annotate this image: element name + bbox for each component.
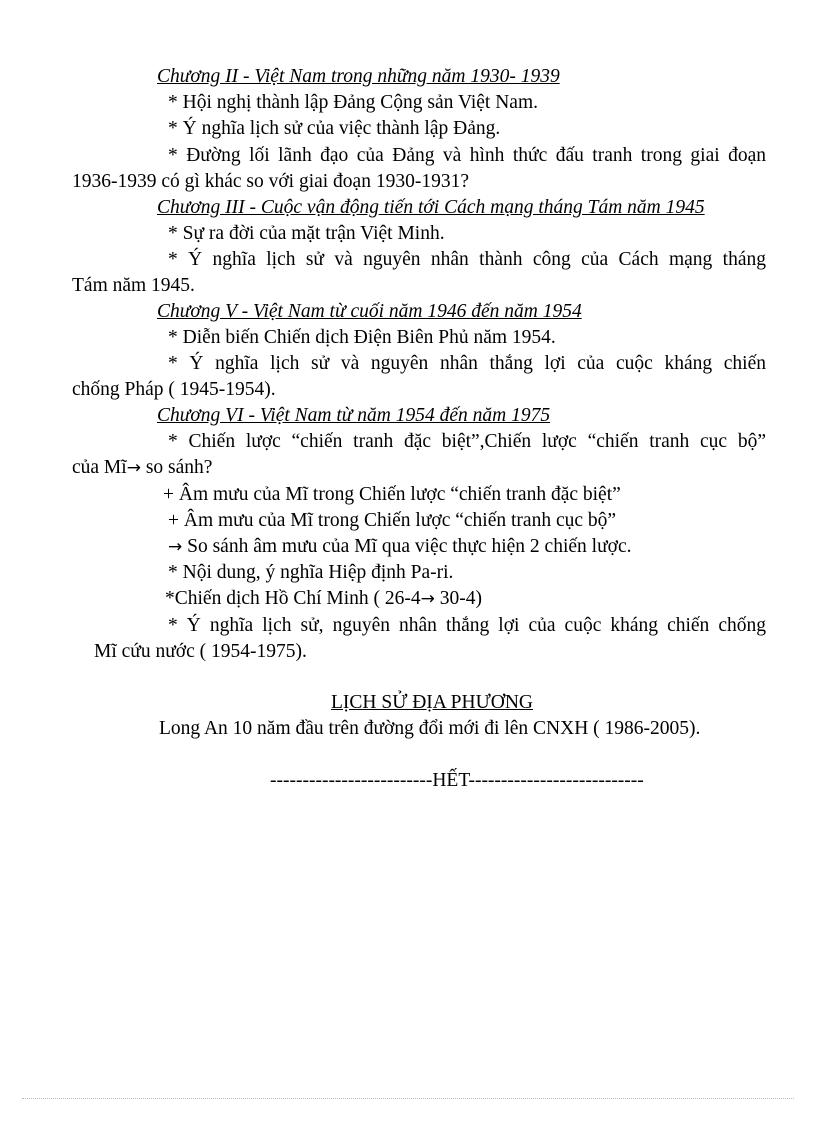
chapter-6-sub-2: + Âm mưu của Mĩ trong Chiến lược “chiến tranh cục bộ”: [168, 510, 617, 531]
chapter-2-item-3-line-2: 1936-1939 có gì khác so với giai đoạn 1930-1931?: [72, 171, 469, 192]
chapter-3-item-2-line-2: Tám năm 1945.: [72, 275, 195, 296]
chapter-6-item-2: * Nội dung, ý nghĩa Hiệp định Pa-ri.: [168, 562, 454, 583]
chapter-2-title: Chương II - Việt Nam trong những năm 1930- 1939: [157, 66, 560, 87]
right-arrow-icon: →: [168, 537, 183, 557]
chapter-3-item-2-line-1: * Ý nghĩa lịch sử và nguyên nhân thành công của Cách mạng tháng: [168, 249, 766, 270]
right-arrow-icon: →: [420, 589, 435, 609]
page-bottom-rule: [22, 1098, 794, 1099]
chapter-6-item-1-line-1: * Chiến lược “chiến tranh đặc biệt”,Chiến lược “chiến tranh cục bộ”: [168, 431, 766, 452]
chapter-3-title: Chương III - Cuộc vận động tiến tới Cách mạng tháng Tám năm 1945: [157, 197, 705, 218]
chapter-6-item-3-text-b: 30-4): [434, 588, 483, 609]
chapter-2-item-2: * Ý nghĩa lịch sử của việc thành lập Đảng.: [168, 118, 501, 139]
chapter-3-item-1: * Sự ra đời của mặt trận Việt Minh.: [168, 223, 445, 244]
chapter-6-sub-3: [168, 534, 632, 560]
chapter-2-item-1: * Hội nghị thành lập Đảng Cộng sản Việt Nam.: [168, 92, 539, 113]
chapter-6-item-1-text-a: của Mĩ: [72, 457, 127, 478]
chapter-5-item-1: * Diễn biến Chiến dịch Điện Biên Phủ năm 1954.: [168, 327, 556, 348]
chapter-6-sub-3-text: So sánh âm mưu của Mĩ qua việc thực hiện 2 chiến lược.: [182, 536, 632, 557]
local-history-heading: LỊCH SỬ ĐỊA PHƯƠNG: [331, 692, 533, 713]
chapter-6-item-4-line-2: Mĩ cứu nước ( 1954-1975).: [94, 641, 307, 662]
chapter-5-item-2-line-1: * Ý nghĩa lịch sử và nguyên nhân thắng lợi của cuộc kháng chiến: [168, 353, 766, 374]
chapter-2-item-3-line-1: * Đường lối lãnh đạo của Đảng và hình thức đấu tranh trong giai đoạn: [168, 145, 766, 166]
end-marker: -------------------------HẾT---------------------------: [270, 770, 644, 791]
chapter-6-item-3-text-a: *Chiến dịch Hồ Chí Minh ( 26-4: [165, 588, 421, 609]
chapter-6-item-1-text-b: so sánh?: [140, 457, 213, 478]
chapter-5-title: Chương V - Việt Nam từ cuối năm 1946 đến năm 1954: [157, 301, 582, 322]
right-arrow-icon: →: [126, 458, 141, 478]
chapter-6-title: Chương VI - Việt Nam từ năm 1954 đến năm 1975: [157, 405, 551, 426]
chapter-6-item-4-line-1: * Ý nghĩa lịch sử, nguyên nhân thắng lợi của cuộc kháng chiến chống: [168, 615, 766, 636]
chapter-6-item-3: [165, 586, 482, 612]
chapter-6-item-1-line-2: [72, 455, 212, 481]
chapter-6-sub-1: + Âm mưu của Mĩ trong Chiến lược “chiến tranh đặc biệt”: [163, 484, 621, 505]
chapter-5-item-2-line-2: chống Pháp ( 1945-1954).: [72, 379, 276, 400]
local-history-text: Long An 10 năm đầu trên đường đổi mới đi lên CNXH ( 1986-2005).: [159, 718, 701, 739]
